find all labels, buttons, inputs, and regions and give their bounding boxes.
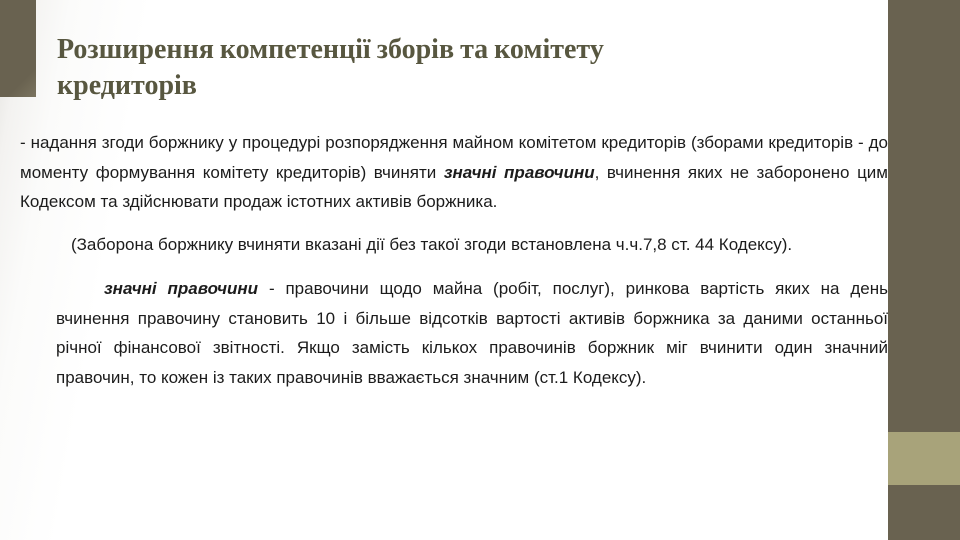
text-segment: - правочини щодо майна (робіт, послуг), ринкова вартість яких на день вчинення правочину становить 10 і більше відсотків вартості активів боржника за даними останньої річної фінансової звітності. Якщо замість кількох правочинів боржник міг вчинити один значний правочин, то кожен із таких правочинів вважається значним (ст.1 Кодексу). [56, 279, 888, 387]
slide-title-line1: Розширення компетенції зборів та комітету [57, 33, 604, 65]
paragraph-significant-deals-definition [56, 274, 888, 392]
text-segment: - надання згоди боржнику у процедурі розпорядження майном комітетом кредиторів (зборами кредиторів - до моменту формування комітету кредиторів) вчиняти [20, 133, 888, 182]
slide-title-line2: кредиторів [57, 69, 197, 101]
corner-accent-block [0, 0, 36, 97]
slide-body [0, 128, 960, 392]
emphasis-text-segment: значні правочини [443, 162, 595, 182]
paragraph-significant-deals-consent [20, 128, 888, 217]
paragraph-prohibition-note [65, 230, 888, 260]
text-segment: , вчинення яких не заборонено цим Кодексом та здійснювати продаж істотних активів боржника. [20, 162, 888, 211]
slide-title [57, 32, 857, 104]
emphasis-text-segment: значні правочини [104, 279, 259, 298]
text-segment: (Заборона боржнику вчиняти вказані дії без такої згоди встановлена ч.ч.7,8 ст. 44 Кодексу). [71, 234, 793, 254]
right-accent-bar-khaki-segment [888, 432, 960, 485]
